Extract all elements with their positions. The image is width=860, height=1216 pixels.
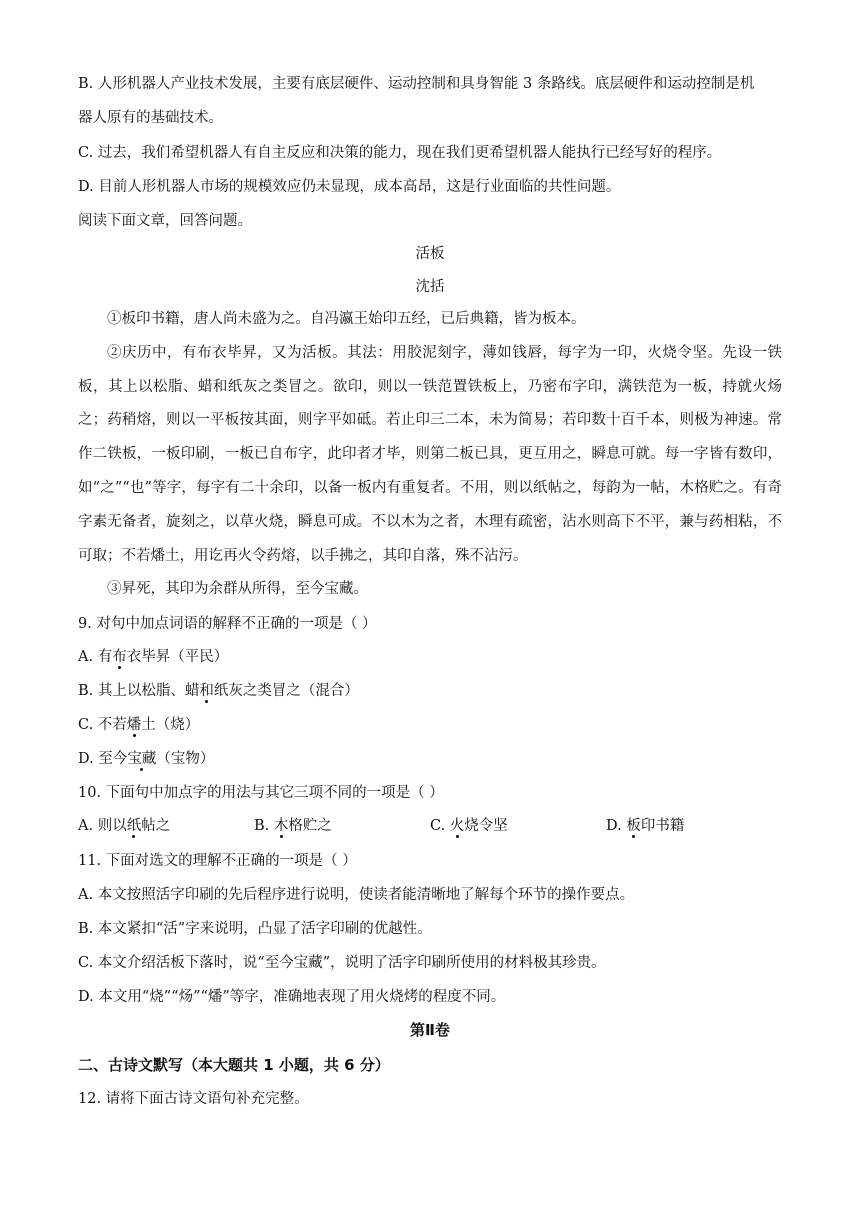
- q11-option-a: A. 本文按照活字印刷的先后程序进行说明，使读者能清晰地了解每个环节的操作要点。: [78, 887, 635, 903]
- option-b-line1: B. 人形机器人产业技术发展，主要有底层硬件、运动控制和具身智能 3 条路线。底层硬件和运动控制是机: [78, 76, 755, 92]
- q9-option-b: B. 其上以松脂、蜡和纸灰之类冒之（混合）: [78, 683, 359, 699]
- option-d: D. 目前人形机器人市场的规模效应仍未显现，成本高昂，这是行业面临的共性问题。: [78, 179, 621, 195]
- q10-option-b: B. 木格贮之: [254, 818, 332, 834]
- q12-stem: 12. 请将下面古诗文语句补充完整。: [78, 1091, 309, 1107]
- article-body: [78, 303, 782, 607]
- q11-option-c: C. 本文介绍活板下落时，说“至今宝藏”，说明了活字印刷所使用的材料极其珍贵。: [78, 955, 606, 971]
- option-b-line2: 器人原有的基础技术。: [78, 110, 223, 126]
- q10-stem: 10. 下面句中加点字的用法与其它三项不同的一项是（ ）: [78, 785, 444, 801]
- q11-option-d: D. 本文用“烧”“炀”“燔”等字，准确地表现了用火烧烤的程度不同。: [78, 989, 506, 1005]
- q9-stem: 9. 对句中加点词语的解释不正确的一项是（ ）: [78, 616, 377, 632]
- q11-stem: 11. 下面对选文的理解不正确的一项是（ ）: [78, 853, 357, 869]
- volume-title: 第Ⅱ卷: [410, 1021, 450, 1039]
- q10-option-d: D. 板印书籍: [606, 818, 685, 834]
- q9-option-c: C. 不若燔土（烧）: [78, 717, 200, 733]
- option-c: C. 过去，我们希望机器人有自主反应和决策的能力，现在我们更希望机器人能执行已经写好的程序。: [78, 145, 722, 161]
- reading-prompt: 阅读下面文章，回答问题。: [78, 213, 252, 229]
- article-author: 沈括: [415, 279, 445, 295]
- section-title: 二、古诗文默写（本大题共 1 小题，共 6 分）: [78, 1056, 390, 1074]
- q11-option-b: B. 本文紧扣“活”字来说明，凸显了活字印刷的优越性。: [78, 921, 432, 937]
- q9-option-d: D. 至今宝藏（宝物）: [78, 751, 215, 767]
- article-paragraph-2: ②庆历中，有布衣毕昇，又为活板。其法：用胶泥刻字，薄如钱唇，每字为一印，火烧令坚。先设一铁板，其上以松脂、蜡和纸灰之类冒之。欲印，则以一铁范置铁板上，乃密布字印，满铁范为一板，持就火炀之；药稍熔，则以一平板按其面，则字平如砥。若止印三二本，未为简易；若印数十百千本，则极为神速。常作二铁板，一板印刷，一板已自布字，此印者才毕，则第二板已具，更互用之，瞬息可就。每一字皆有数印，如“之”“也”等字，每字有二十余印，以备一板内有重复者。不用，则以纸帖之，每韵为一帖，木格贮之。有奇字素无备者，旋刻之，以草火烧，瞬息可成。不以木为之者，木理有疏密，沾水则高下不平，兼与药相粘，不可取；不若燔土，用讫再火令药熔，以手拂之，其印自落，殊不沾污。: [78, 344, 782, 564]
- article-paragraph-1: ①板印书籍，唐人尚未盛为之。自冯瀛王始印五经，已后典籍，皆为板本。: [107, 311, 586, 327]
- article-paragraph-3: ③昇死，其印为余群从所得，至今宝藏。: [107, 581, 368, 598]
- article-title: 活板: [415, 246, 445, 262]
- q10-option-a: A. 则以纸帖之: [78, 818, 171, 834]
- q10-option-c: C. 火烧令坚: [430, 818, 508, 834]
- q9-option-a: A. 有布衣毕昇（平民）: [78, 649, 229, 665]
